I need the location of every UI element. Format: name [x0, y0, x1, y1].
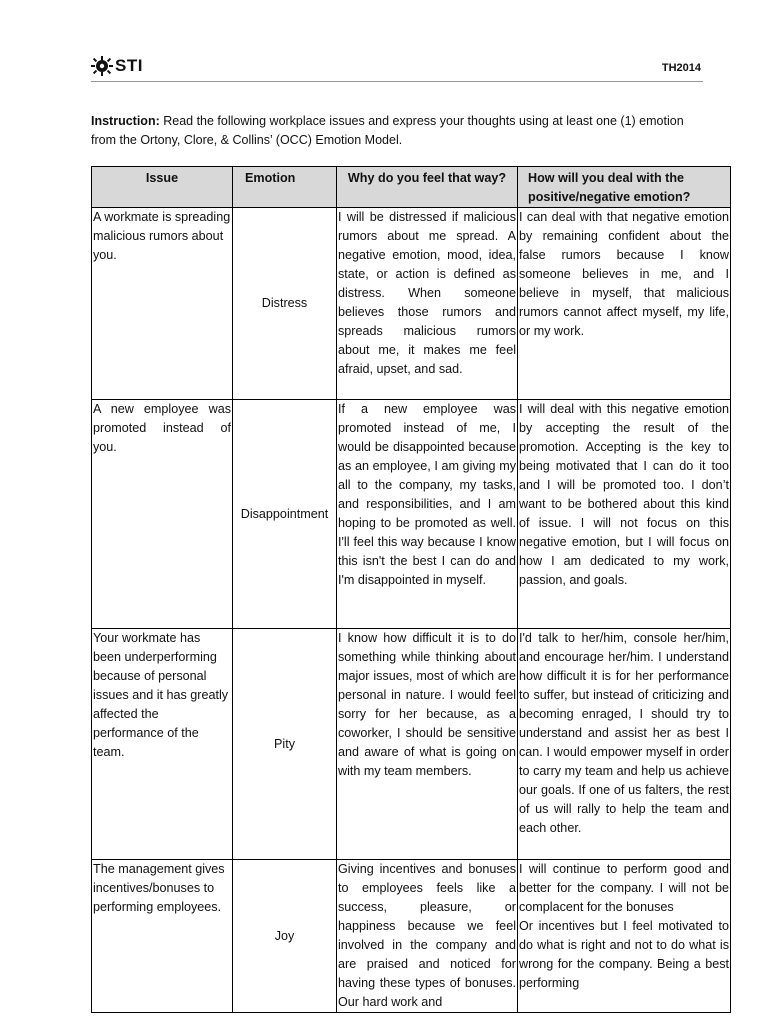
- header-divider: [91, 81, 703, 82]
- why-cell: I know how difficult it is to do something while thinking about major issues, most of which are personal in nature. I would feel sorry for her because, as a coworker, I should be sensitive and aware of what is going on with my team members.: [337, 629, 518, 860]
- issue-cell: The management gives incentives/bonuses to performing employees.: [92, 860, 233, 1013]
- emotion-cell: Disappointment: [233, 400, 337, 629]
- table-row: [92, 208, 731, 400]
- emotion-cell: Distress: [233, 208, 337, 400]
- how-cell: [518, 860, 731, 1013]
- instruction-paragraph: [91, 112, 703, 150]
- instruction-label: Instruction:: [91, 114, 160, 128]
- document-code: TH2014: [661, 62, 701, 74]
- how-cell: I will deal with this negative emotion by accepting the result of the promotion. Accepting is the key to being motivated that I can do it too and I will be promoted too. I don’t want to be bothered about this kind of issue. I will not focus on this negative emotion, but I will focus on how I am dedicated to my work, passion, and goals.: [518, 400, 731, 629]
- table-row: [92, 400, 731, 629]
- why-cell: Giving incentives and bonuses to employees feels like a success, pleasure, or happiness because we feel involved in the company and are praised and noticed for having these types of bonuses. Our hard work and: [337, 860, 518, 1013]
- emotion-cell: Joy: [233, 860, 337, 1013]
- why-cell: If a new employee was promoted instead of me, I would be disappointed because as an employee, I am giving my all to the company, my tasks, and responsibilities, and I am hoping to be promoted as well. I'll feel this way because I know this isn't the best I can do and I'm disappointed in myself.: [337, 400, 518, 629]
- issues-table: [91, 166, 731, 1013]
- header-issue: Issue: [92, 167, 233, 208]
- table-header-row: [92, 167, 731, 208]
- header-how: How will you deal with the positive/negative emotion?: [518, 167, 731, 208]
- instruction-text: Read the following workplace issues and express your thoughts using at least one (1) emotion from the Ortony, Clore, & Collins’ (OCC) Emotion Model.: [91, 114, 684, 147]
- issue-cell: A new employee was promoted instead of you.: [92, 400, 233, 629]
- how-paragraph-1: I will continue to perform good and better for the company. I will not be complacent for the bonuses: [519, 862, 729, 914]
- sti-logo-mark-icon: [91, 56, 113, 76]
- page-header: [91, 54, 703, 80]
- how-cell: I can deal with that negative emotion by remaining confident about the false rumors because I know someone believes in me, and I believe in myself, that malicious rumors cannot affect myself, my life, or my work.: [518, 208, 731, 400]
- how-cell: I'd talk to her/him, console her/him, and encourage her/him. I understand how difficult it is for her performance to suffer, but instead of criticizing and becoming enraged, I should try to understand and assist her as best I can. I would empower myself in order to carry my team and help us achieve our goals. If one of us falters, the rest of us will rally to help the team and each other.: [518, 629, 731, 860]
- why-cell: I will be distressed if malicious rumors about me spread. A negative emotion, mood, idea, state, or action is defined as distress. When someone believes those rumors and spreads malicious rumors about me, it makes me feel afraid, upset, and sad.: [337, 208, 518, 400]
- sti-logo: [91, 56, 143, 76]
- emotion-cell: Pity: [233, 629, 337, 860]
- logo-text: STI: [115, 56, 143, 75]
- how-paragraph-2: Or incentives but I feel motivated to do what is right and not to do what is wrong for the company. Being a best performing: [519, 919, 729, 990]
- header-emotion: Emotion: [233, 167, 337, 208]
- issue-cell: Your workmate has been underperforming because of personal issues and it has greatly affected the performance of the team.: [92, 629, 233, 860]
- header-why: Why do you feel that way?: [337, 167, 518, 208]
- table-row: [92, 860, 731, 1013]
- table-row: [92, 629, 731, 860]
- issue-cell: A workmate is spreading malicious rumors about you.: [92, 208, 233, 400]
